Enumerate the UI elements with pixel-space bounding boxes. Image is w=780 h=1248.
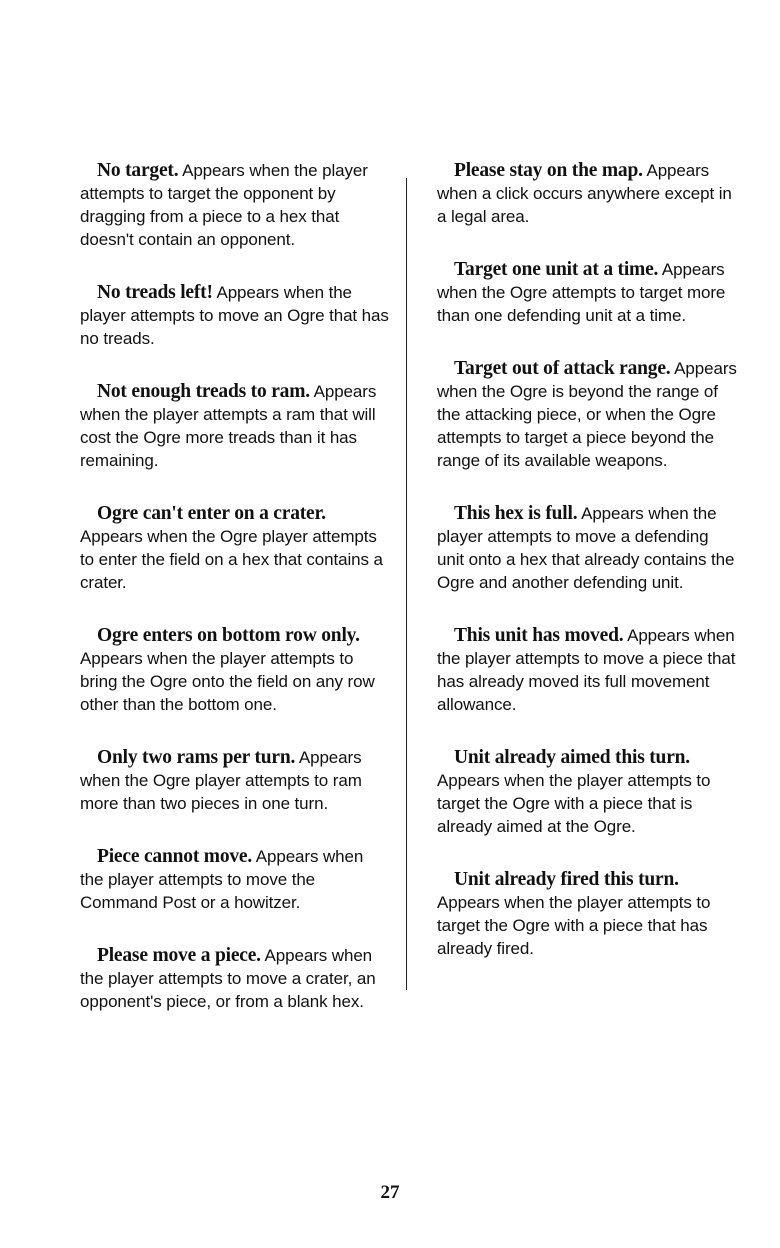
entry-term: This hex is full.	[454, 503, 578, 524]
entry-term: Not enough treads to ram.	[97, 381, 310, 402]
entry-term: Please stay on the map.	[454, 160, 643, 181]
left-column	[80, 159, 390, 1043]
entry-description: Appears when the player attempts to move a defending unit onto a hex that already contains the Ogre and another defending unit.	[437, 504, 735, 592]
entry-description: Appears when the player attempts a ram that will cost the Ogre more treads than it has remaining.	[80, 382, 377, 470]
entry-no-treads-left	[80, 281, 390, 350]
entry-piece-cannot-move	[80, 845, 390, 914]
entry-not-enough-treads	[80, 380, 390, 472]
entry-description: Appears when the player attempts to move an Ogre that has no treads.	[80, 283, 389, 348]
column-divider	[406, 178, 407, 990]
page-number: 27	[380, 1182, 400, 1203]
entry-term: No treads left!	[97, 282, 213, 303]
entry-ogre-crater	[80, 502, 390, 594]
entry-unit-already-aimed	[437, 746, 737, 838]
entry-description: Appears when the player attempts to move a piece that has already moved its full movement allowance.	[437, 626, 736, 714]
entry-description: Appears when the player attempts to target the Ogre with a piece that is already aimed at the Ogre.	[437, 771, 711, 836]
entry-unit-has-moved	[437, 624, 737, 716]
entry-description: Appears when the Ogre attempts to target more than one defending unit at a time.	[437, 260, 726, 325]
entry-description: Appears when the Ogre player attempts to enter the field on a hex that contains a crater.	[80, 527, 383, 592]
entry-description: Appears when the player attempts to target the opponent by dragging from a piece to a hex that doesn't contain an opponent.	[80, 161, 368, 249]
entry-term: Ogre can't enter on a crater.	[97, 503, 326, 524]
entry-ogre-bottom-row	[80, 624, 390, 716]
entry-term: This unit has moved.	[454, 625, 624, 646]
entry-stay-on-map	[437, 159, 737, 228]
entry-description: Appears when the player attempts to move the Command Post or a howitzer.	[80, 847, 364, 912]
entry-term: Ogre enters on bottom row only.	[97, 625, 360, 646]
entry-no-target	[80, 159, 390, 251]
entry-term: Target one unit at a time.	[454, 259, 659, 280]
entry-two-rams	[80, 746, 390, 815]
entry-term: Target out of attack range.	[454, 358, 671, 379]
entry-term: No target.	[97, 160, 179, 181]
entry-description: Appears when the player attempts to target the Ogre with a piece that has already fired.	[437, 893, 711, 958]
right-column	[437, 159, 737, 990]
entry-term: Unit already aimed this turn.	[454, 747, 690, 768]
entry-target-out-of-range	[437, 357, 737, 472]
entry-term: Unit already fired this turn.	[454, 869, 679, 890]
entry-please-move-piece	[80, 944, 390, 1013]
entry-term: Only two rams per turn.	[97, 747, 296, 768]
entry-term: Please move a piece.	[97, 945, 261, 966]
entry-hex-full	[437, 502, 737, 594]
entry-target-one-unit	[437, 258, 737, 327]
entry-description: Appears when a click occurs anywhere except in a legal area.	[437, 161, 732, 226]
entry-description: Appears when the player attempts to bring the Ogre onto the field on any row other than the bottom one.	[80, 649, 375, 714]
entry-description: Appears when the Ogre is beyond the range of the attacking piece, or when the Ogre attempts to target a piece beyond the range of its available weapons.	[437, 359, 737, 470]
entry-unit-already-fired	[437, 868, 737, 960]
entry-description: Appears when the Ogre player attempts to ram more than two pieces in one turn.	[80, 748, 362, 813]
entry-term: Piece cannot move.	[97, 846, 253, 867]
entry-description: Appears when the player attempts to move a crater, an opponent's piece, or from a blank hex.	[80, 946, 376, 1011]
